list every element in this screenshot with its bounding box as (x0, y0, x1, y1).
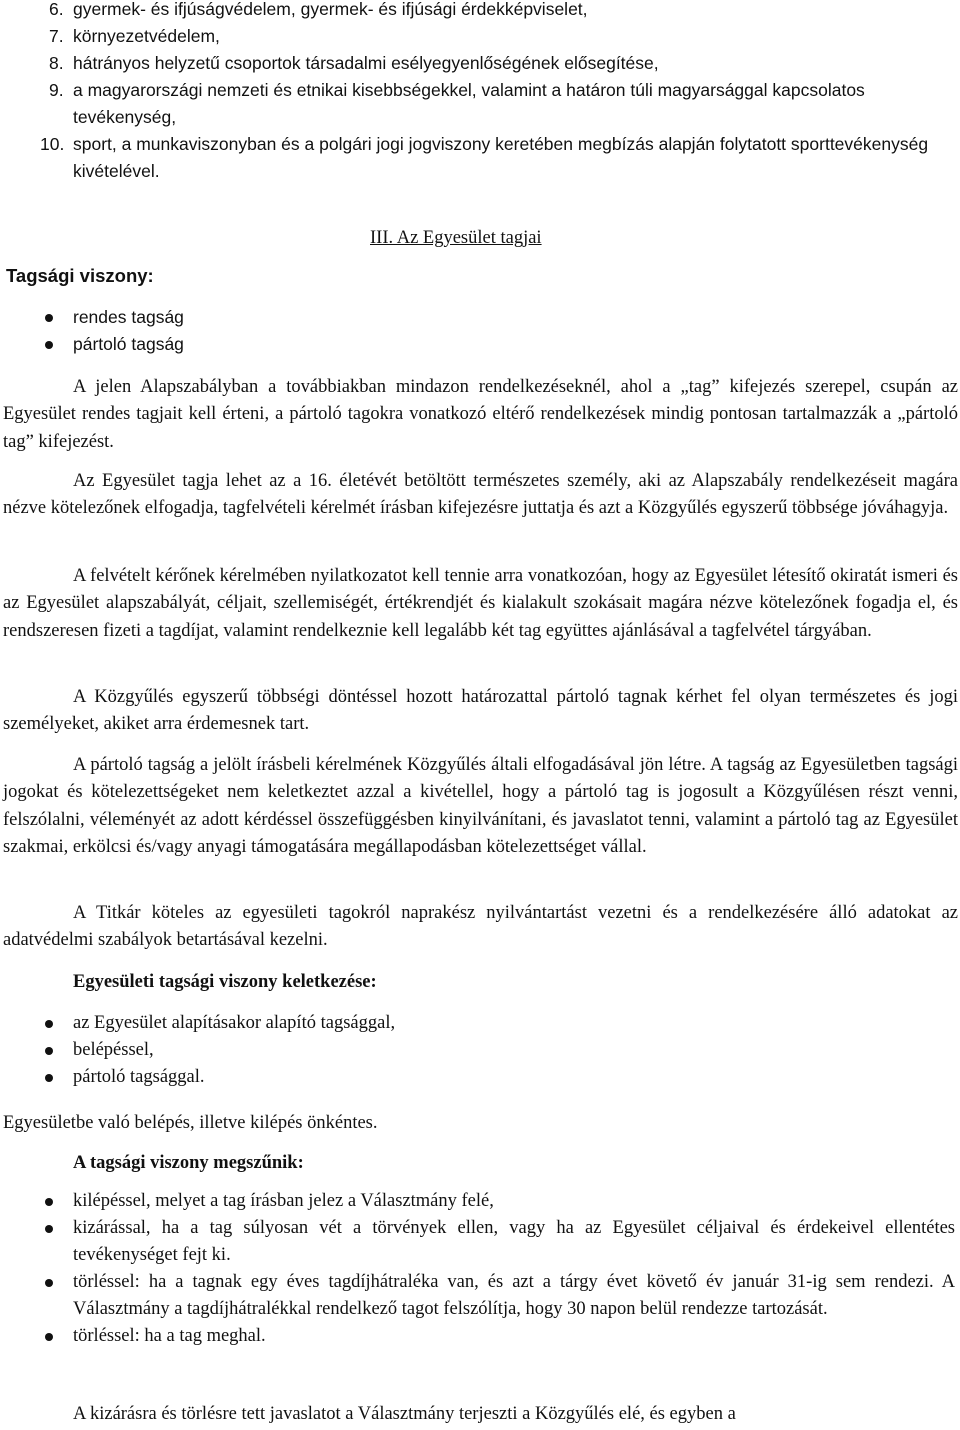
termination-list (0, 1188, 955, 1350)
membership-label: Tagsági viszony: (6, 265, 154, 286)
list-item (0, 1323, 955, 1350)
paragraph: A Közgyűlés egyszerű többségi döntéssel hozott határozattal pártoló tagnak kérhet fel olyan természetes és jogi személyeket, akiket arra érdemesnek tart. (3, 687, 958, 735)
paragraph: A felvételt kérőnek kérelmében nyilatkozatot kell tennie arra vonatkozóan, hogy az Egyesület létesítő okiratát ismeri és az Egyesület alapszabályát, céljait, szellemiségét, értékrendjét és kialakult szokásait magára nézve kötelezőnek fogadja el, és rendszeresen fizeti a tagdíjat, valamint rendelkeznie kell legalább két tag együttes ajánlásával a tagfelvétel tárgyában. (3, 566, 958, 641)
list-item-text: az Egyesület alapításakor alapító tagsággal, (73, 1013, 396, 1033)
bullet-icon (45, 1047, 53, 1055)
creation-heading: Egyesületi tagsági viszony keletkezése: (73, 972, 377, 992)
list-item (0, 1037, 960, 1064)
list-item (0, 131, 960, 185)
list-item-text: gyermek- és ifjúságvédelem, gyermek- és ifjúsági érdekképviselet, (73, 0, 588, 19)
creation-list (0, 1010, 960, 1091)
list-item (0, 304, 960, 331)
list-item (0, 50, 960, 77)
bullet-icon (45, 341, 53, 349)
list-item-text: belépéssel, (73, 1040, 154, 1060)
list-item-number: 7. (49, 26, 64, 46)
termination-heading: A tagsági viszony megszűnik: (73, 1153, 304, 1173)
list-item-number: 10. (40, 134, 65, 154)
paragraph: A kizárásra és törlésre tett javaslatot a Választmány terjeszti a Közgyűlés elé, és egyben a (73, 1404, 736, 1424)
bullet-icon (45, 1333, 53, 1341)
list-item (0, 77, 960, 131)
list-item-text: törléssel: ha a tagnak egy éves tagdíjhátraléka van, és azt a tárgy évet követő év január 31-ig sem rendezi. A Választmány a tagdíjhátralékkal rendelkező tagot felszólítja, hogy 30 napon belül rendezze tartozását. (73, 1272, 955, 1319)
list-item (0, 1215, 955, 1269)
voluntary-note: Egyesületbe való belépés, illetve kilépés önkéntes. (3, 1113, 378, 1133)
paragraph: A pártoló tagság a jelölt írásbeli kérelmének Közgyűlés általi elfogadásával jön létre. A tagság az Egyesületben tagsági jogokat és kötelezettségeket nem keletkeztet azzal a kivétellel, hogy a pártoló tag is jogosult a Közgyűlésen részt venni, felszólalni, véleményét az adott kérdéssel összefüggésben kinyilvánítani, és javaslatot tenni, valamint a pártoló tag az Egyesület szakmai, erkölcsi és/vagy anyagi támogatására megállapodásban kötelezettséget vállal. (3, 755, 958, 857)
membership-types-list (0, 304, 960, 358)
list-item (0, 1269, 955, 1323)
bullet-icon (45, 1020, 53, 1028)
list-item (0, 331, 960, 358)
paragraph: A Titkár köteles az egyesületi tagokról naprakész nyilvántartást vezetni és a rendelkezésére álló adatokat az adatvédelmi szabályok betartásával kezelni. (3, 903, 958, 951)
list-item (0, 23, 960, 50)
list-item-number: 9. (49, 80, 64, 100)
bullet-icon (45, 1198, 53, 1206)
list-item (0, 0, 960, 23)
list-item-text: környezetvédelem, (73, 26, 220, 46)
activity-list (0, 0, 960, 185)
bullet-icon (45, 1225, 53, 1233)
list-item-text: hátrányos helyzetű csoportok társadalmi esélyegyenlőségének elősegítése, (73, 53, 659, 73)
list-item-number: 8. (49, 53, 64, 73)
list-item-text: pártoló tagság (73, 334, 184, 354)
list-item-text: törléssel: ha a tag meghal. (73, 1326, 266, 1346)
list-item-text: sport, a munkaviszonyban és a polgári jogi jogviszony keretében megbízás alapján folytatott sporttevékenység kivételével. (73, 134, 929, 181)
list-item-number: 6. (49, 0, 64, 19)
list-item (0, 1188, 955, 1215)
paragraph: Az Egyesület tagja lehet az a 16. életévét betöltött természetes személy, aki az Alapszabály rendelkezéseit magára nézve kötelezőnek elfogadja, tagfelvételi kérelmét írásban kifejezésre juttatja és azt a Közgyűlés egyszerű többsége jóváhagyja. (3, 471, 958, 519)
bullet-icon (45, 1279, 53, 1287)
list-item-text: pártoló tagsággal. (73, 1067, 205, 1087)
list-item-text: rendes tagság (73, 307, 184, 327)
bullet-icon (45, 314, 53, 322)
list-item-text: kilépéssel, melyet a tag írásban jelez a Választmány felé, (73, 1191, 494, 1211)
list-item (0, 1010, 960, 1037)
list-item-text: kizárással, ha a tag súlyosan vét a törvények ellen, vagy ha az Egyesület céljaival és érdekeivel ellentétes tevékenységet fejt ki. (73, 1218, 955, 1265)
paragraph: A jelen Alapszabályban a továbbiakban mindazon rendelkezéseknél, ahol a „tag” kifejezés szerepel, csupán az Egyesület rendes tagjait kell érteni, a pártoló tagokra vonatkozó eltérő rendelkezések mindig pontosan tartalmazzák a „pártoló tag” kifejezést. (3, 377, 958, 452)
list-item-text: a magyarországi nemzeti és etnikai kisebbségekkel, valamint a határon túli magyarsággal kapcsolatos tevékenység, (73, 80, 865, 127)
section-title: III. Az Egyesület tagjai (370, 228, 542, 248)
list-item (0, 1064, 960, 1091)
bullet-icon (45, 1074, 53, 1082)
